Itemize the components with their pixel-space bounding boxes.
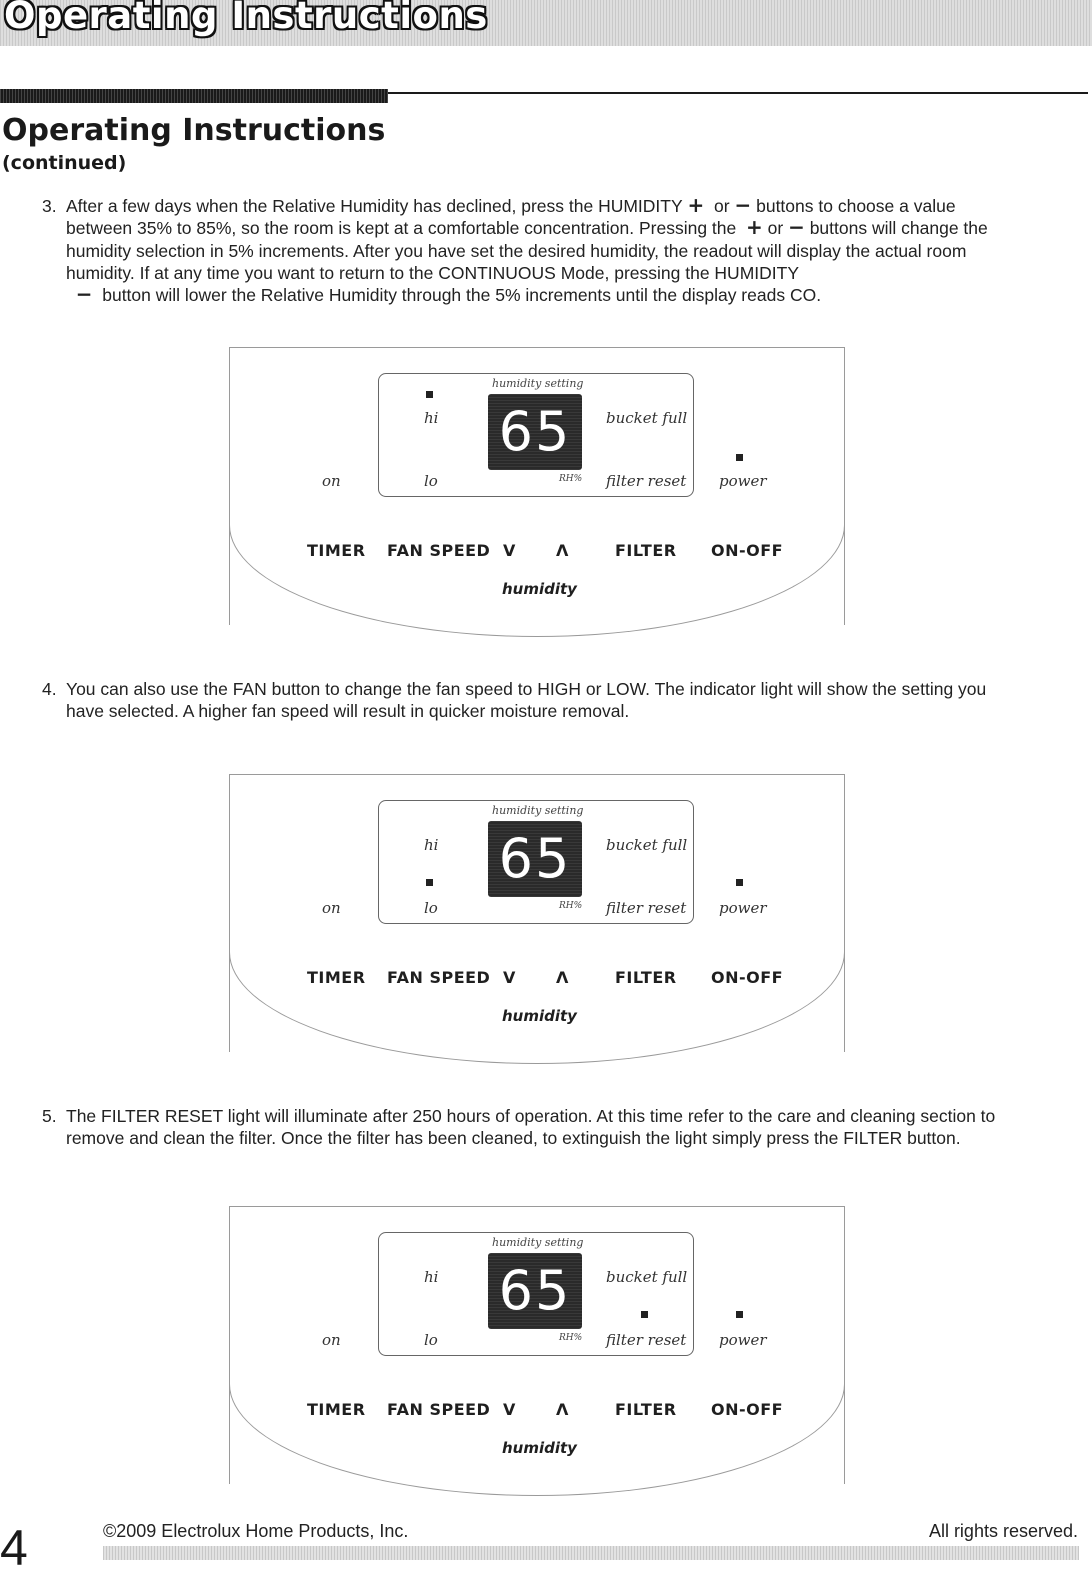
humidity-setting-label: humidity setting — [492, 804, 584, 817]
humidity-label: humidity — [502, 1439, 577, 1457]
power-label: power — [719, 899, 767, 917]
humidity-readout: 65 — [488, 394, 582, 470]
humidity-label: humidity — [502, 1007, 577, 1025]
step-5 — [42, 1105, 1017, 1150]
humidity-readout: 65 — [488, 1253, 582, 1329]
minus-icon: − — [75, 282, 93, 307]
section-title: Operating Instructions — [2, 113, 386, 148]
step-number: 5. — [42, 1106, 57, 1126]
power-label: power — [719, 472, 767, 490]
filter-reset-indicator-light — [641, 1311, 648, 1318]
lo-indicator-light — [426, 879, 433, 886]
fan-speed-button: FAN SPEED — [387, 541, 491, 560]
power-label: power — [719, 1331, 767, 1349]
humidity-up-button: Λ — [556, 541, 569, 560]
rh-label: RH% — [559, 474, 583, 484]
timer-button: TIMER — [307, 541, 366, 560]
panel-outline-curve — [229, 934, 845, 1064]
step-3 — [42, 195, 1017, 306]
humidity-down-button: V — [503, 968, 516, 987]
panel-outline-curve — [229, 1366, 845, 1496]
section-subtitle: (continued) — [2, 152, 127, 174]
timer-button: TIMER — [307, 1400, 366, 1419]
humidity-setting-label: humidity setting — [492, 1236, 584, 1249]
fan-speed-button: FAN SPEED — [387, 1400, 491, 1419]
humidity-up-button: Λ — [556, 968, 569, 987]
minus-icon: − — [734, 193, 752, 217]
footer-copyright: ©2009 Electrolux Home Products, Inc. — [103, 1521, 409, 1541]
hi-label: hi — [424, 1268, 439, 1286]
filter-reset-label: filter reset — [606, 1331, 687, 1349]
power-indicator-light — [736, 454, 743, 461]
on-off-button: ON-OFF — [711, 1400, 784, 1419]
lo-label: lo — [424, 1331, 438, 1349]
hi-label: hi — [424, 409, 439, 427]
step-text: After a few days when the Relative Humidity has declined, press the HUMIDITY + or − buttons to choose a value between 35% to 85%, so the room is kept at a comfortable concentration. Pressing the + or − buttons will change the humidity selection in 5% increments. After you have set the desired humidity, the readout will display the actual room humidity. If at any time you want to return to the CONTINUOUS Mode, pressing the HUMIDITY − button will lower the Relative Humidity through the 5% increments until the display reads CO. — [66, 193, 988, 307]
footer-rights: All rights reserved. — [928, 1521, 1078, 1541]
step-text: You can also use the FAN button to change the fan speed to HIGH or LOW. The indicator light will show the setting you have selected. A higher fan speed will result in quicker moisture removal. — [66, 679, 987, 722]
header-banner — [0, 0, 1092, 46]
bucket-full-label: bucket full — [606, 836, 688, 854]
on-off-button: ON-OFF — [711, 968, 784, 987]
on-label: on — [322, 899, 341, 917]
bucket-full-label: bucket full — [606, 409, 688, 427]
rh-label: RH% — [559, 901, 583, 911]
humidity-setting-label: humidity setting — [492, 377, 584, 390]
filter-reset-label: filter reset — [606, 472, 687, 490]
on-label: on — [322, 1331, 341, 1349]
banner-title: Operating Instructions — [4, 0, 488, 37]
step-number: 3. — [42, 196, 57, 216]
hi-label: hi — [424, 836, 439, 854]
humidity-down-button: V — [503, 541, 516, 560]
step-4 — [42, 678, 1017, 723]
step-text: The FILTER RESET light will illuminate after 250 hours of operation. At this time refer to the care and cleaning section to remove and clean the filter. Once the filter has been cleaned, to extinguish the light simply press the FILTER button. — [66, 1106, 996, 1149]
plus-icon: + — [687, 193, 705, 217]
humidity-down-button: V — [503, 1400, 516, 1419]
page-number: 4 — [0, 1520, 28, 1576]
filter-button: FILTER — [615, 968, 677, 987]
control-panel-diagram — [229, 774, 845, 1052]
panel-outline-curve — [229, 507, 845, 637]
humidity-label: humidity — [502, 580, 577, 598]
bucket-full-label: bucket full — [606, 1268, 688, 1286]
fan-speed-button: FAN SPEED — [387, 968, 491, 987]
section-rule-thick — [0, 89, 388, 103]
power-indicator-light — [736, 1311, 743, 1318]
filter-reset-label: filter reset — [606, 899, 687, 917]
step-number: 4. — [42, 679, 57, 699]
lo-label: lo — [424, 472, 438, 490]
rh-label: RH% — [559, 1333, 583, 1343]
timer-button: TIMER — [307, 968, 366, 987]
hi-indicator-light — [426, 391, 433, 398]
humidity-readout: 65 — [488, 821, 582, 897]
section-rule-thin — [388, 92, 1088, 94]
minus-icon: − — [788, 215, 805, 240]
humidity-up-button: Λ — [556, 1400, 569, 1419]
plus-icon: + — [745, 215, 763, 240]
filter-button: FILTER — [615, 541, 677, 560]
control-panel-diagram — [229, 347, 845, 625]
footer-bar — [103, 1546, 1079, 1560]
power-indicator-light — [736, 879, 743, 886]
lo-label: lo — [424, 899, 438, 917]
on-off-button: ON-OFF — [711, 541, 784, 560]
control-panel-diagram — [229, 1206, 845, 1484]
on-label: on — [322, 472, 341, 490]
filter-button: FILTER — [615, 1400, 677, 1419]
